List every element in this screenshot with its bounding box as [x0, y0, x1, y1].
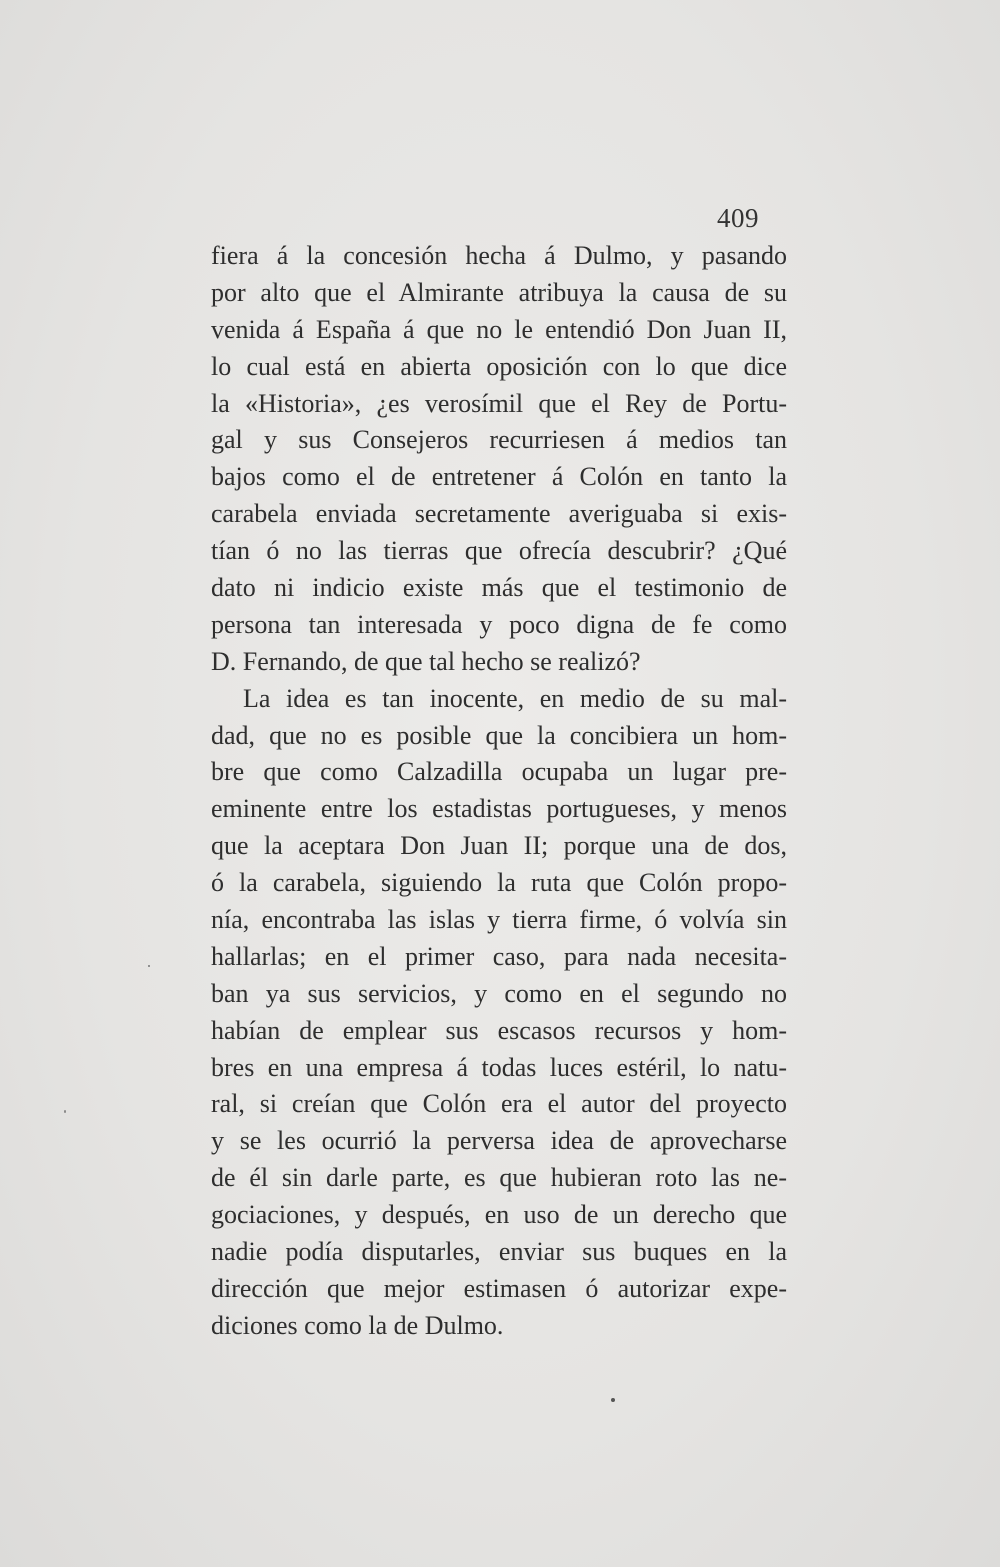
text-line: habían de emplear sus escasos recursos y hom-	[211, 1015, 787, 1045]
text-line: que la aceptara Don Juan II; porque una de dos,	[211, 831, 787, 861]
text-line: persona tan interesada y poco digna de fe como	[211, 609, 787, 639]
text-line: dad, que no es posible que la concibiera un hom-	[211, 720, 787, 750]
text-line: venida á España á que no le entendió Don Juan II,	[211, 314, 787, 344]
text-line: bres en una empresa á todas luces estéril, lo natu-	[211, 1052, 787, 1082]
text-line: la «Historia», ¿es verosímil que el Rey de Portu-	[211, 388, 787, 418]
text-line: nía, encontraba las islas y tierra firme, ó volvía sin	[211, 905, 787, 935]
text-line: hallarlas; en el primer caso, para nada necesita-	[211, 941, 787, 971]
body-text	[211, 238, 787, 1345]
paper-speck	[64, 1110, 66, 1113]
text-line: dato ni indicio existe más que el testimonio de	[211, 573, 787, 603]
page-number: 409	[717, 203, 759, 233]
text-line: ó la carabela, siguiendo la ruta que Colón propo-	[211, 868, 787, 898]
text-line: y se les ocurrió la perversa idea de aprovecharse	[211, 1126, 787, 1156]
text-line: de él sin darle parte, es que hubieran roto las ne-	[211, 1163, 787, 1193]
text-line: lo cual está en abierta oposición con lo que dice	[211, 351, 787, 381]
text-line: ban ya sus servicios, y como en el segundo no	[211, 978, 787, 1008]
text-line: bre que como Calzadilla ocupaba un lugar pre-	[211, 757, 787, 787]
paragraph-end-line: diciones como la de Dulmo.	[211, 1310, 504, 1340]
text-line: carabela enviada secretamente averiguaba si exis-	[211, 499, 787, 529]
text-line: gociaciones, y después, en uso de un derecho que	[211, 1200, 787, 1230]
text-line: nadie podía disputarles, enviar sus buques en la	[211, 1237, 787, 1267]
text-line: bajos como el de entretener á Colón en tanto la	[211, 462, 787, 492]
text-line: fiera á la concesión hecha á Dulmo, y pasando	[211, 241, 787, 270]
paper-speck	[148, 965, 150, 967]
paper-speck	[611, 1398, 615, 1402]
paragraph-end-line: D. Fernando, de que tal hecho se realizó?	[211, 646, 641, 676]
text-line: ral, si creían que Colón era el autor del proyecto	[211, 1089, 787, 1119]
text-line: dirección que mejor estimasen ó autorizar expe-	[211, 1273, 787, 1303]
paragraph-start-line: La idea es tan inocente, en medio de su mal-	[243, 683, 787, 713]
text-line: eminente entre los estadistas portugueses, y menos	[211, 794, 787, 824]
text-line: gal y sus Consejeros recurriesen á medios tan	[211, 425, 787, 455]
text-line: por alto que el Almirante atribuya la causa de su	[211, 277, 787, 307]
text-line: tían ó no las tierras que ofrecía descubrir? ¿Qué	[211, 536, 787, 566]
